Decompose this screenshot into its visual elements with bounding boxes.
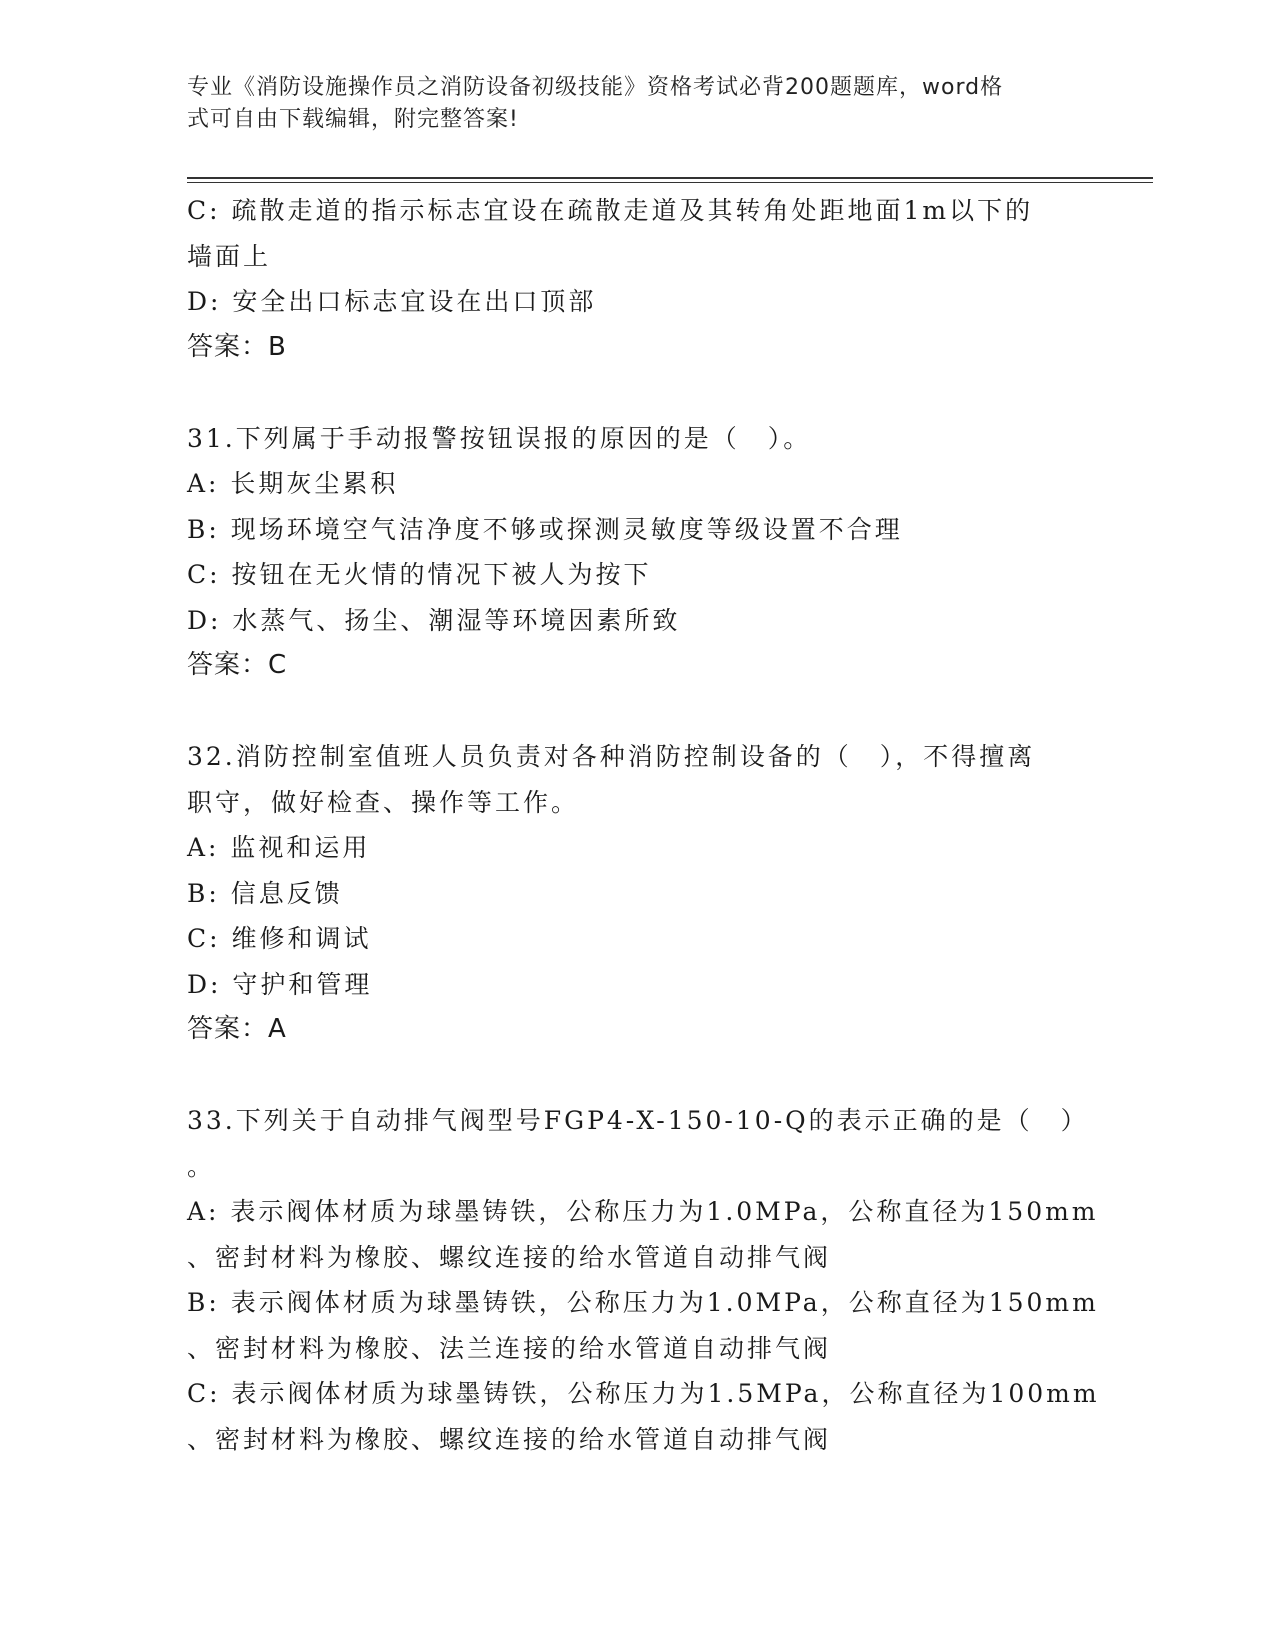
question-stem-line-2: 。 [187, 1151, 216, 1181]
option-b-line-2: 、密封材料为橡胶、法兰连接的给水管道自动排气阀 [187, 1333, 832, 1363]
question-33 [187, 1098, 1100, 1462]
spacer [187, 370, 1087, 416]
spacer [187, 1053, 1087, 1099]
question-stem-line-1: 33.下列关于自动排气阀型号FGP4-X-150-10-Q的表示正确的是（ ） [187, 1106, 1089, 1135]
option-c-line-1: C: 表示阀体材质为球墨铸铁，公称压力为1.5MPa，公称直径为100mm [187, 1379, 1100, 1408]
option-b: B: 现场环境空气洁净度不够或探测灵敏度等级设置不合理 [187, 514, 903, 544]
question-stem: 31.下列属于手动报警按钮误报的原因的是（ ）。 [187, 423, 812, 453]
answer: 答案：A [187, 1014, 287, 1044]
prev-question-tail [187, 188, 1087, 370]
option-c: C: 按钮在无火情的情况下被人为按下 [187, 560, 652, 589]
option-b-line-1: B: 表示阀体材质为球墨铸铁，公称压力为1.0MPa，公称直径为150mm [187, 1288, 1099, 1317]
option-c-line-1: C: 疏散走道的指示标志宜设在疏散走道及其转角处距地面1m以下的 [187, 196, 1034, 225]
question-31 [187, 416, 1087, 689]
option-c-line-2: 墙面上 [187, 241, 272, 271]
option-c-line-2: 、密封材料为橡胶、螺纹连接的给水管道自动排气阀 [187, 1424, 832, 1454]
option-d: D: 守护和管理 [187, 969, 373, 999]
option-d: D: 水蒸气、扬尘、潮湿等环境因素所致 [187, 605, 681, 635]
option-a-line-1: A: 表示阀体材质为球墨铸铁，公称压力为1.0MPa，公称直径为150mm [187, 1197, 1099, 1226]
spacer [187, 689, 1087, 735]
document-body [187, 188, 1100, 1462]
option-a-line-2: 、密封材料为橡胶、螺纹连接的给水管道自动排气阀 [187, 1242, 832, 1272]
question-32 [187, 734, 1087, 1053]
option-a: A: 监视和运用 [187, 833, 371, 862]
header-divider [187, 177, 1153, 183]
header-line-2: 式可自由下载编辑，附完整答案! [187, 107, 519, 132]
option-c: C: 维修和调试 [187, 924, 372, 953]
question-stem-line-2: 职守，做好检查、操作等工作。 [187, 787, 580, 817]
question-stem-line-1: 32.消防控制室值班人员负责对各种消防控制设备的（ ），不得擅离 [187, 742, 1036, 771]
option-d: D: 安全出口标志宜设在出口顶部 [187, 287, 597, 316]
option-b: B: 信息反馈 [187, 878, 343, 908]
answer: 答案：C [187, 650, 288, 680]
page-header [187, 72, 1067, 136]
option-a: A: 长期灰尘累积 [187, 469, 399, 498]
answer: 答案：B [187, 331, 287, 362]
header-line-1: 专业《消防设施操作员之消防设备初级技能》资格考试必背200题题库，word格 [187, 75, 1004, 100]
